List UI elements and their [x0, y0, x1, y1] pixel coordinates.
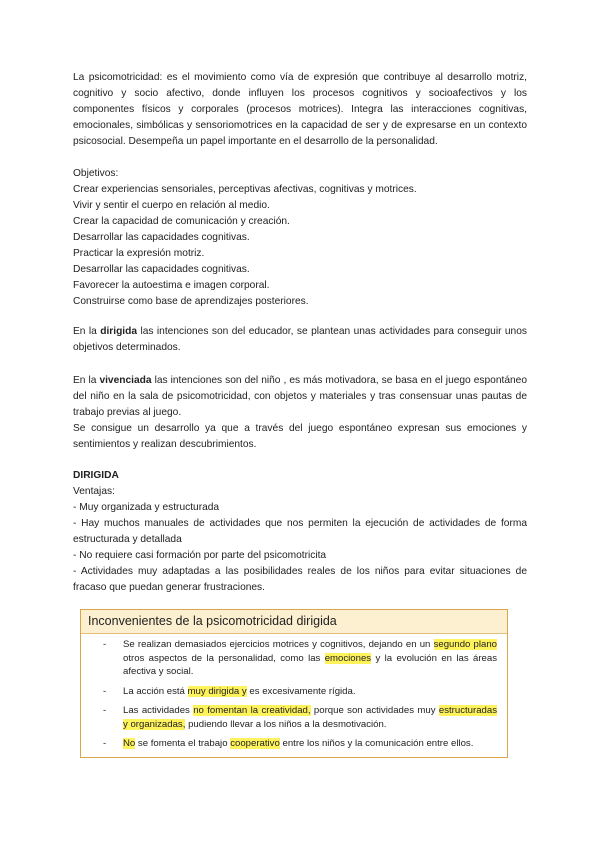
objetivo-item: Desarrollar las capacidades cognitivas. [73, 264, 250, 275]
vivenciada-line2: Se consigue un desarrollo ya que a través del juego espontáneo expresan sus emociones y sentimientos y realizan descubrimientos. [73, 423, 527, 450]
inconveniente-item: - Las actividades no fomentan la creatividad, porque son actividades muy estructuradas y organizadas, pudiendo llevar a los niños a la desmotivación. [103, 705, 497, 730]
ventaja-item: - Hay muchos manuales de actividades que nos permiten la ejecución de actividades de forma estructurada y detallada [73, 518, 527, 545]
highlight: muy dirigida y [187, 685, 247, 697]
ventaja-item: - No requiere casi formación por parte del psicomotricita [73, 550, 327, 561]
ventajas-title: Ventajas: [73, 486, 115, 497]
vivenciada-paragraph [73, 373, 527, 453]
objetivos-section [73, 166, 527, 310]
highlight: no fomentan la creatividad, [193, 705, 311, 716]
objetivo-item: Desarrollar las capacidades cognitivas. [73, 232, 250, 243]
dash-marker: - [103, 738, 107, 749]
dirigida-post: las intenciones son del educador, se plantean unas actividades para conseguir unos objetivos determinados. [73, 326, 527, 353]
dirigida-pre: En la [73, 326, 101, 337]
highlight: No [123, 738, 136, 749]
dirigida-paragraph [73, 324, 527, 356]
dirigida-heading: DIRIGIDA [73, 470, 119, 481]
highlight: emociones [324, 652, 372, 664]
dash-marker: - [103, 705, 107, 716]
inconveniente-item: - Se realizan demasiados ejercicios motrices y cognitivos, dejando en un segundo plano otros aspectos de la personalidad, como las emociones y la evolución en las áreas afectiva y social. [103, 639, 498, 677]
objetivo-item: Crear la capacidad de comunicación y creación. [73, 216, 290, 227]
vivenciada-bold: vivenciada [99, 375, 152, 386]
objetivos-title: Objetivos: [73, 168, 119, 179]
vivenciada-pre: En la [73, 375, 100, 386]
objetivo-item: Favorecer la autoestima e imagen corporal. [73, 280, 270, 291]
dash-marker: - [103, 685, 107, 697]
objetivo-item: Vivir y sentir el cuerpo en relación al medio. [73, 200, 270, 211]
intro-paragraph [73, 70, 527, 150]
objetivo-item: Crear experiencias sensoriales, perceptivas afectivas, cognitivas y motrices. [73, 184, 417, 195]
inconvenientes-box [80, 609, 508, 758]
dirigida-section [73, 468, 527, 596]
objetivo-item: Construirse como base de aprendizajes posteriores. [73, 296, 309, 307]
ventaja-item: - Actividades muy adaptadas a las posibilidades reales de los niños para evitar situaciones de fracaso que puedan generar frustraciones. [73, 566, 527, 593]
highlight: cooperativo [230, 738, 280, 749]
inconvenientes-title: Inconvenientes de la psicomotricidad dirigida [81, 610, 507, 634]
dash-marker: - [103, 639, 107, 650]
vivenciada-post: las intenciones son del niño , es más motivadora, se basa en el juego espontáneo del niño en la sala de psicomotricidad, con objetos y materiales y tras consensuar unas pautas de trabajo previas al juego. [73, 375, 527, 418]
dirigida-bold: dirigida [100, 326, 138, 337]
inconveniente-item: - No se fomenta el trabajo cooperativo entre los niños y la comunicación entre ellos. [103, 738, 474, 749]
intro-text: La psicomotricidad: es el movimiento como vía de expresión que contribuye al desarrollo motriz, cognitivo y socio afectivo, donde influyen los procesos cognitivos y socioafectivos y los componentes físicos y corporales (procesos motrices). Integra las interacciones cognitivas, emocionales, simbólicas y sensoriomotrices en la capacidad de ser y de expresarse en un contexto psicosocial. Desempeña un papel importante en el desarrollo de la personalidad. [73, 72, 527, 147]
inconveniente-item: - La acción está muy dirigida y es excesivamente rígida. [103, 685, 356, 697]
highlight: estructuradas y organizadas, [123, 705, 497, 730]
objetivo-item: Practicar la expresión motriz. [73, 248, 205, 259]
ventaja-item: - Muy organizada y estructurada [73, 502, 220, 513]
highlight: segundo plano [433, 639, 498, 650]
inconvenientes-list [81, 634, 507, 757]
